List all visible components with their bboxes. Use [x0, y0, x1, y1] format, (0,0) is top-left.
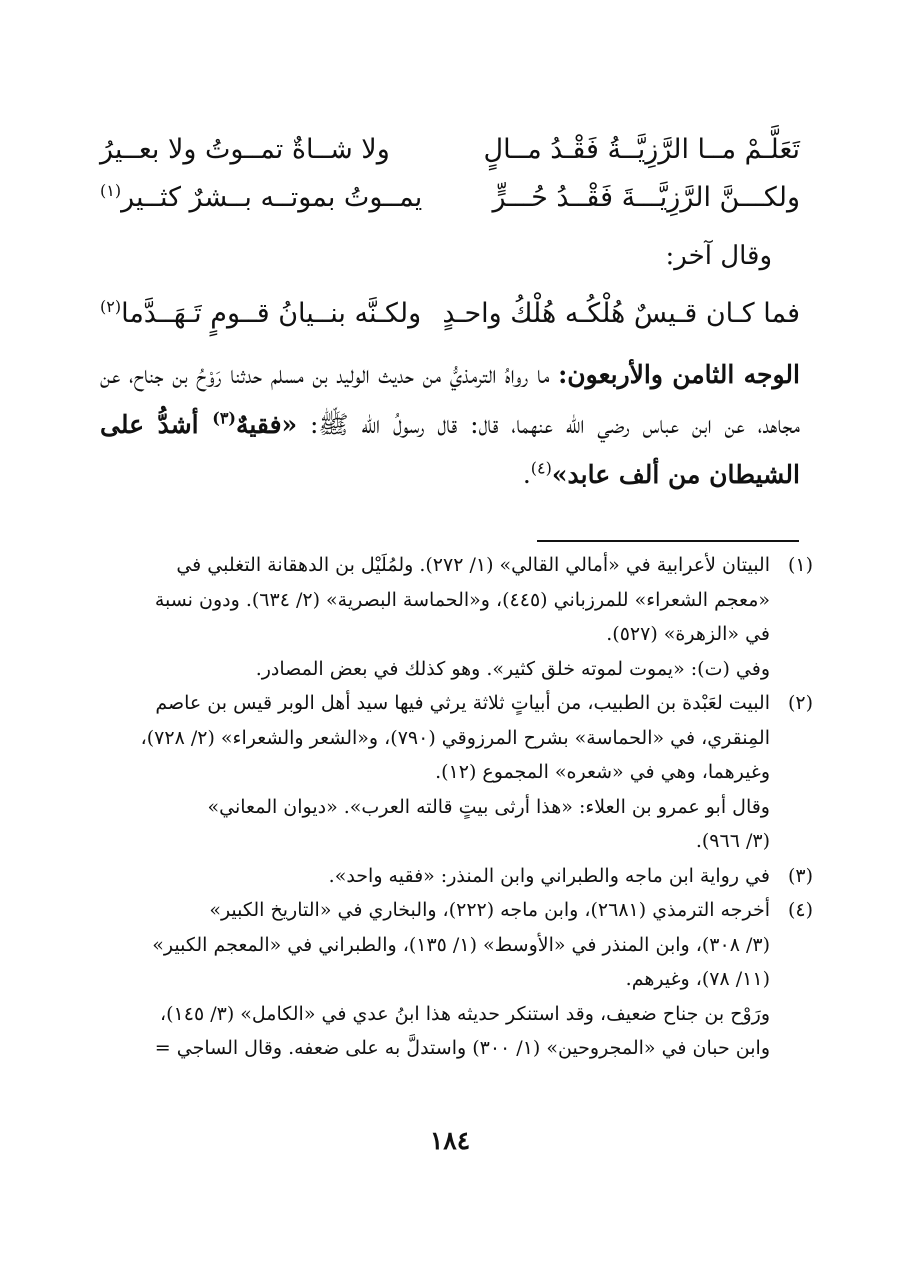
- footnote-reference: (٣): [212, 408, 236, 428]
- said-another-line: وقال آخر:: [665, 241, 772, 271]
- footnote-line: في «الزهرة» (٥٢٧).: [606, 623, 770, 645]
- footnote-separator: [537, 540, 799, 542]
- footnote-line: (١)البيتان لأعرابية في «أمالي القالي» (١/ ٢٧٢). ولمُلَيْل بن الدهقانة التغلبي في: [98, 548, 813, 583]
- footnote-reference: (١): [100, 181, 122, 200]
- paragraph-text: رسولُ الله ﷺ:: [309, 410, 425, 439]
- footnote-line: «معجم الشعراء» للمرزباني (٤٤٥)، و«الحماسة البصرية» (٢/ ٦٣٤). ودون نسبة: [154, 588, 770, 611]
- verse-second-hemistich: ولكـنَّه بنــيانُ قــومٍ تَـهَــدَّما$^{(٢)}$: [100, 297, 422, 329]
- verse-second-hemistich: ولا شــاةٌ تمــوتُ ولا بعــيرُ: [100, 134, 390, 165]
- footnote-line: (٣/ ٩٦٦).: [695, 830, 770, 852]
- page-number: ١٨٤: [429, 1126, 471, 1155]
- footnotes-section: [98, 548, 813, 1066]
- footnote-line: وابن حبان في «المجروحين» (١/ ٣٠٠) واستدلَّ به على ضعفه. وقال الساجي =: [154, 1037, 770, 1059]
- verse-line: [100, 176, 800, 220]
- footnote-line: وغيرهما، وهي في «شعره» المجموع (١٢).: [435, 761, 770, 783]
- paragraph-text: ما رواهُ الترمذيُّ من حديث الوليد بن مسلم: [270, 360, 550, 389]
- footnote-line: (٣/ ٣٠٨)، وابن المنذر في «الأوسط» (١/ ١٣٥)، والطبراني في «المعجم الكبير»: [152, 933, 770, 956]
- hadith-quote: «فقيهٌ$^{(٣)}$ أشدُّ على الشيطان من ألف عابد»: [100, 408, 800, 489]
- verse-first-hemistich: فما كـان قـيسٌ هُلْكُـه هُلْكُ واحـدٍ: [442, 298, 800, 329]
- footnote-number: (٢): [787, 692, 813, 714]
- footnote-line: وقال أبو عمرو بن العلاء: «هذا أرثى بيتٍ قالته العرب». «ديوان المعاني»: [207, 795, 770, 818]
- footnote-line: (٣)في رواية ابن ماجه والطبراني وابن المنذر: «فقيه واحد».: [98, 859, 813, 894]
- verse-line: [100, 292, 800, 336]
- footnote-line: (٤)أخرجه الترمذي (٢٦٨١)، وابن ماجه (٢٢٢)، والبخاري في «التاريخ الكبير»: [98, 893, 813, 928]
- footnote-line: ورَوْح بن جناح ضعيف، وقد استنكر حديثه هذا ابنُ عدي في «الكامل» (٣/ ١٤٥)،: [159, 1002, 770, 1025]
- verse-first-hemistich: تَعَلَّـمْ مــا الرَّزِيَّــةُ فَقْـدُ مــالٍ: [483, 134, 800, 165]
- footnote-line: (١١/ ٧٨)، وغيرهم.: [625, 968, 770, 990]
- section-heading: الوجه الثامن والأربعون:: [558, 360, 800, 389]
- main-paragraph: الوجه الثامن والأربعون: ما رواهُ الترمذيُّ من حديث الوليد بن مسلم حدثنا رَوْحُ بن جناح، عن مجاهد، عن ابن عباس رضي الله عنهما، قال: قال رسولُ الله ﷺ: «فقيهٌ$^{(٣)}$ أشدُّ على الشيطان من ألف عابد»$^{(٤)}$.: [100, 360, 800, 489]
- verse-first-hemistich: ولكـــنَّ الرَّزِيَّـــةَ فَقْــدُ حُـــرٍّ: [492, 182, 800, 213]
- footnote-reference: (٢): [100, 297, 122, 316]
- footnote-line: (٢)البيت لعَبْدة بن الطبيب، من أبياتٍ ثلاثة يرثي فيها سيد أهل الوبر قيس بن عاصم: [98, 686, 813, 721]
- verse-line: [100, 128, 800, 172]
- footnote-number: (١): [787, 554, 813, 576]
- footnote-reference: (٤): [530, 458, 552, 478]
- verse-second-hemistich: يمــوتُ بموتــه بــشرٌ كثــير$^{(١)}$: [100, 181, 423, 213]
- footnote-line: المِنقري، في «الحماسة» بشرح المرزوقي (٧٩٠)، و«الشعر والشعراء» (٢/ ٧٢٨)،: [140, 726, 770, 749]
- paragraph-text: حدثنا رَوْحُ بن جناح، عن مجاهد، عن ابن عباس رضي الله عنهما، قال: قال: [100, 360, 800, 439]
- footnote-number: (٣): [787, 864, 813, 887]
- footnote-line: وفي (ت): «يموت لموته خلق كثير». وهو كذلك في بعض المصادر.: [255, 657, 770, 680]
- footnote-number: (٤): [787, 899, 813, 921]
